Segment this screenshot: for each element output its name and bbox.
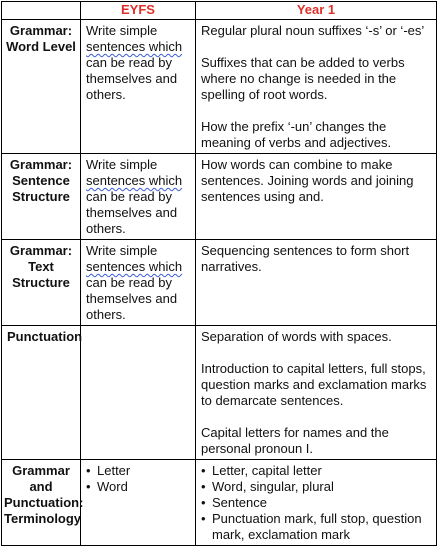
eyfs-text: can be read by themselves and others. [86, 275, 178, 322]
eyfs-text: can be read by themselves and others. [86, 55, 178, 102]
row-heading: Grammar: Text Structure [2, 240, 81, 326]
year-1-paragraph: Regular plural noun suffixes ‘-s’ or ‘-es’ [201, 23, 425, 38]
year-1-cell [196, 326, 437, 460]
eyfs-cell [81, 154, 196, 240]
list-item: • Sentence [201, 495, 432, 511]
year-1-paragraph: Suffixes that can be added to verbs where no change is needed in the spelling of root words. [201, 55, 405, 102]
eyfs-cell-empty [81, 326, 196, 460]
header-corner-cell [2, 2, 81, 20]
curriculum-table [1, 1, 437, 546]
eyfs-cell [81, 240, 196, 326]
year-1-bullet-list [201, 463, 432, 543]
row-heading: Grammar: Sentence Structure [2, 154, 81, 240]
eyfs-cell [81, 20, 196, 154]
eyfs-text: can be read by themselves and others. [86, 189, 178, 236]
row-heading: Grammar: Word Level [2, 20, 81, 154]
row-heading: Punctuation [2, 326, 81, 460]
year-1-paragraph: Introduction to capital letters, full stops, question marks and exclamation marks to demarcate sentences. [201, 361, 427, 408]
year-1-cell [196, 154, 437, 240]
eyfs-text: Write simple [86, 157, 158, 172]
year-1-paragraph: How the prefix ‘-un’ changes the meaning of verbs and adjectives. [201, 119, 392, 150]
year-1-paragraph: How words can combine to make sentences. Joining words and joining sentences using and. [201, 157, 414, 204]
table-row [2, 326, 437, 460]
table-row [2, 154, 437, 240]
eyfs-spellcheck-text: sentences which [86, 259, 183, 274]
year-1-cell [196, 20, 437, 154]
year-1-paragraph: Capital letters for names and the personal pronoun I. [201, 425, 389, 456]
table-row [2, 240, 437, 326]
list-item: • Punctuation mark, full stop, question mark, exclamation mark [201, 511, 432, 543]
list-item: • Letter [86, 463, 192, 479]
header-eyfs: EYFS [81, 2, 196, 20]
year-1-cell [196, 460, 437, 546]
year-1-cell [196, 240, 437, 326]
list-item: • Letter, capital letter [201, 463, 432, 479]
row-heading: Grammar and Punctuation: Terminology [2, 460, 81, 546]
eyfs-spellcheck-text: sentences which [86, 39, 183, 54]
header-year-1: Year 1 [196, 2, 437, 20]
year-1-paragraph: Separation of words with spaces. [201, 329, 392, 344]
eyfs-text: Write simple [86, 243, 158, 258]
header-row [2, 2, 437, 20]
eyfs-cell [81, 460, 196, 546]
table-row [2, 460, 437, 546]
table-row [2, 20, 437, 154]
eyfs-bullet-list [86, 463, 192, 495]
eyfs-spellcheck-text: sentences which [86, 173, 183, 188]
eyfs-text: Write simple [86, 23, 158, 38]
list-item: • Word [86, 479, 192, 495]
list-item: • Word, singular, plural [201, 479, 432, 495]
year-1-paragraph: Sequencing sentences to form short narratives. [201, 243, 410, 274]
